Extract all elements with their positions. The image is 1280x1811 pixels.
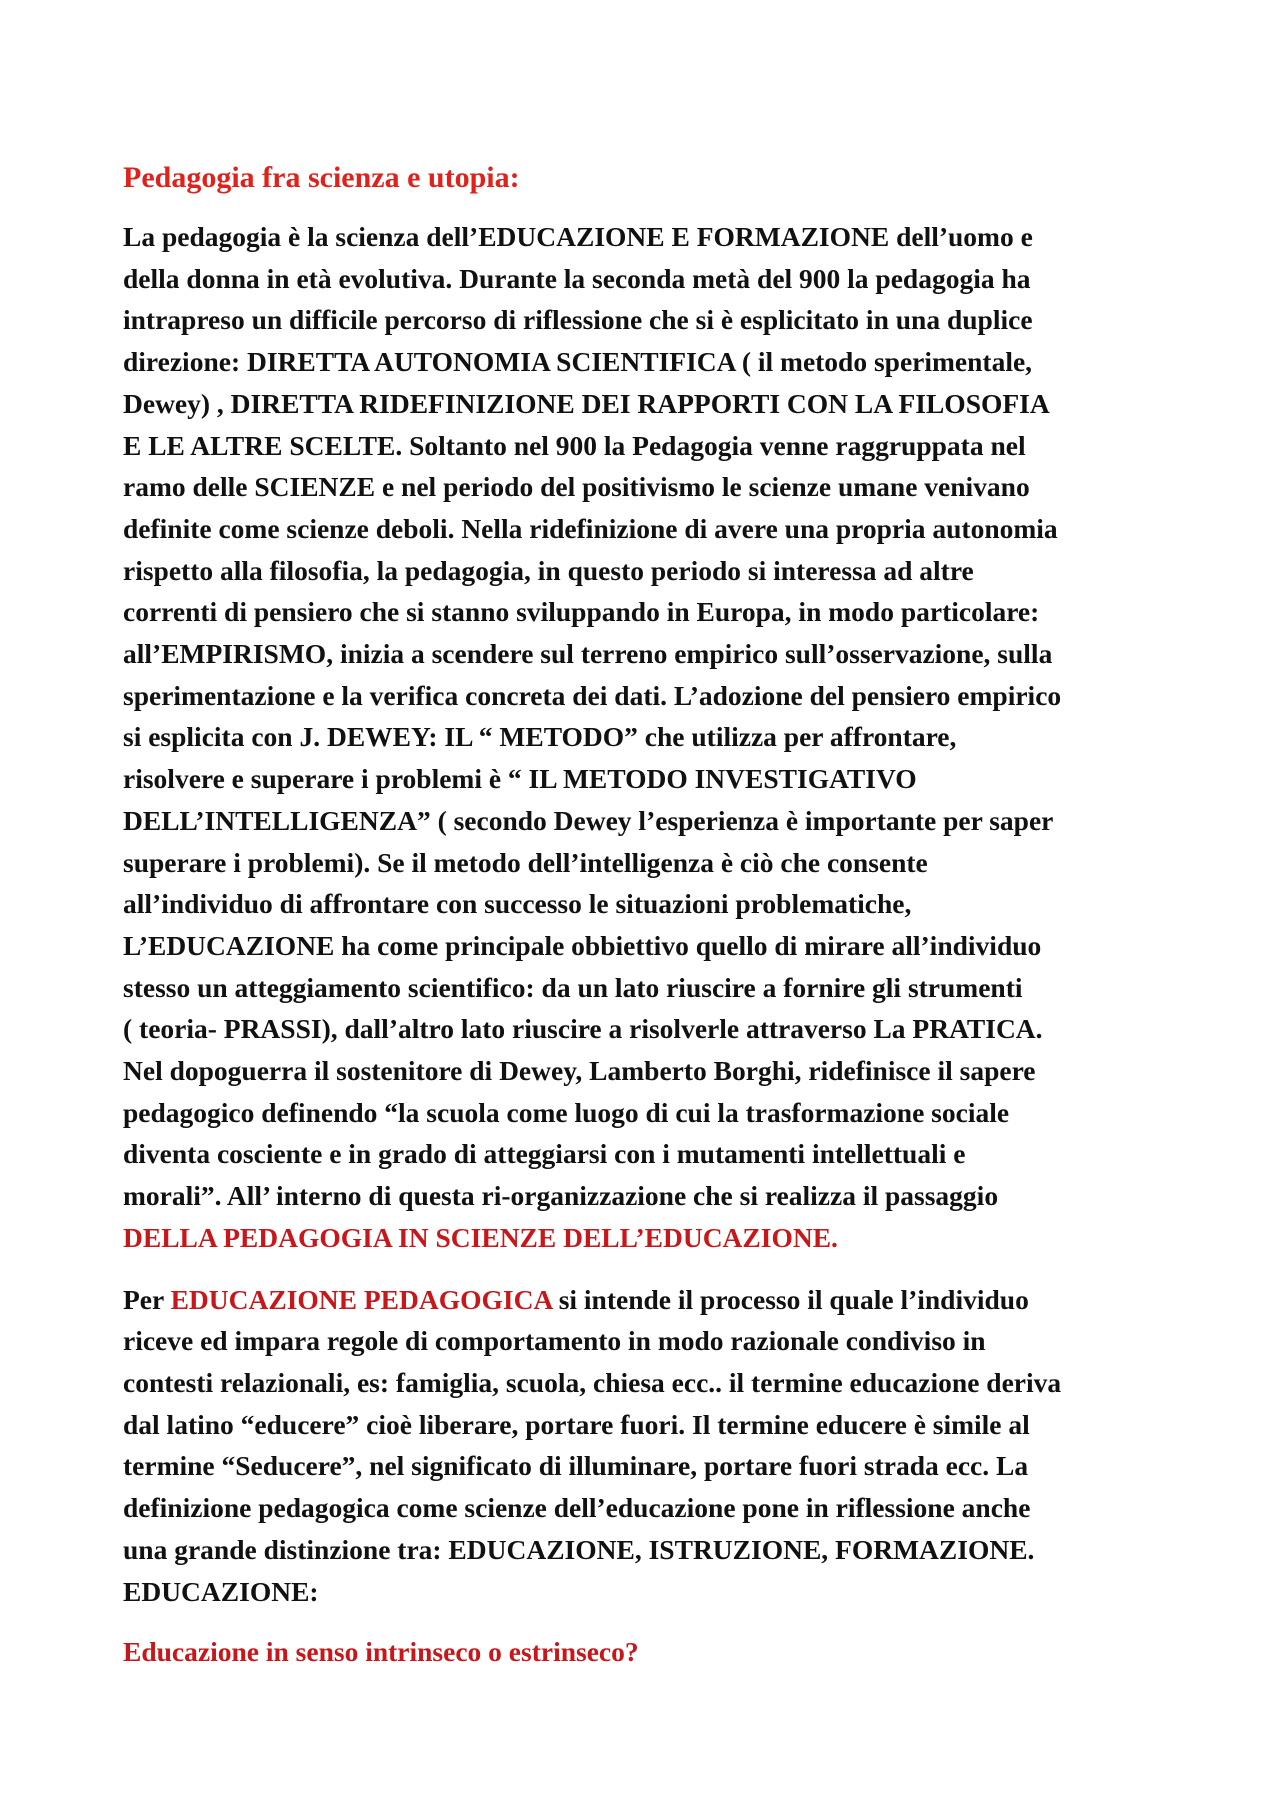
paragraph-first-line <box>123 1279 1163 1321</box>
paragraph-line: definite come scienze deboli. Nella ridefinizione di avere una propria autonomia <box>123 512 1058 544</box>
paragraph-line: pedagogico definendo “la scuola come luogo di cui la trasformazione sociale <box>123 1096 1010 1128</box>
paragraph-spacer <box>123 1259 1163 1279</box>
paragraph-line: dal latino “educere” cioè liberare, portare fuori. Il termine educere è simile al <box>123 1408 1030 1440</box>
paragraph-line: Dewey) , DIRETTA RIDEFINIZIONE DEI RAPPORTI CON LA FILOSOFIA <box>123 387 1050 419</box>
document-content <box>123 158 1163 1672</box>
paragraph-line: correnti di pensiero che si stanno sviluppando in Europa, in modo particolare: <box>123 596 1040 628</box>
paragraph-line: ramo delle SCIENZE e nel periodo del positivismo le scienze umane venivano <box>123 471 1030 503</box>
highlighted-term: EDUCAZIONE PEDAGOGICA <box>170 1283 552 1315</box>
paragraph-line: all’individuo di affrontare con successo le situazioni problematiche, <box>123 888 912 920</box>
line-suffix: si intende il processo il quale l’individuo <box>551 1283 1029 1315</box>
paragraph-line: si esplicita con J. DEWEY: IL “ METODO” che utilizza per affrontare, <box>123 721 957 753</box>
line-prefix: Per <box>123 1283 171 1315</box>
paragraph-line: direzione: DIRETTA AUTONOMIA SCIENTIFICA ( il metodo sperimentale, <box>123 346 1033 378</box>
paragraph-line: EDUCAZIONE: <box>123 1575 319 1607</box>
section-subtitle: Educazione in senso intrinseco o estrinseco? <box>123 1636 639 1668</box>
paragraph-line: Nel dopoguerra il sostenitore di Dewey, Lamberto Borghi, ridefinisce il sapere <box>123 1055 1036 1087</box>
paragraph-line: stesso un atteggiamento scientifico: da un lato riuscire a fornire gli strumenti <box>123 971 1023 1003</box>
paragraph-line: L’EDUCAZIONE ha come principale obbiettivo quello di mirare all’individuo <box>123 929 1042 961</box>
paragraph-line: diventa cosciente e in grado di atteggiarsi con i mutamenti intellettuali e <box>123 1138 966 1170</box>
paragraph-line: della donna in età evolutiva. Durante la seconda metà del 900 la pedagogia ha <box>123 262 1031 294</box>
paragraph-line: E LE ALTRE SCELTE. Soltanto nel 900 la Pedagogia venne raggruppata nel <box>123 429 1026 461</box>
page-title: Pedagogia fra scienza e utopia: <box>123 161 520 194</box>
paragraph-line: riceve ed impara regole di comportamento in modo razionale condiviso in <box>123 1325 986 1357</box>
paragraph-pedagogia <box>123 216 1163 1259</box>
paragraph-line: contesti relazionali, es: famiglia, scuola, chiesa ecc.. il termine educazione deriva <box>123 1366 1062 1398</box>
paragraph-line: risolvere e superare i problemi è “ IL METODO INVESTIGATIVO <box>123 763 917 795</box>
paragraph-line: ( teoria- PRASSI), dall’altro lato riuscire a risolverle attraverso La PRATICA. <box>123 1013 1043 1045</box>
highlighted-conclusion: DELLA PEDAGOGIA IN SCIENZE DELL’EDUCAZIONE. <box>123 1221 838 1253</box>
paragraph-spacer <box>123 1612 1163 1632</box>
paragraph-line: DELL’INTELLIGENZA” ( secondo Dewey l’esperienza è importante per saper <box>123 804 1054 836</box>
paragraph-line: morali”. All’ interno di questa ri-organizzazione che si realizza il passaggio <box>123 1180 999 1212</box>
paragraph-line: una grande distinzione tra: EDUCAZIONE, ISTRUZIONE, FORMAZIONE. <box>123 1533 1035 1565</box>
paragraph-line: termine “Seducere”, nel significato di illuminare, portare fuori strada ecc. La <box>123 1450 1029 1482</box>
paragraph-line: definizione pedagogica come scienze dell’educazione pone in riflessione anche <box>123 1492 1031 1524</box>
paragraph-educazione-pedagogica <box>123 1279 1163 1613</box>
paragraph-line: all’EMPIRISMO, inizia a scendere sul terreno empirico sull’osservazione, sulla <box>123 638 1053 670</box>
paragraph-line: sperimentazione e la verifica concreta dei dati. L’adozione del pensiero empirico <box>123 679 1062 711</box>
paragraph-line: superare i problemi). Se il metodo dell’intelligenza è ciò che consente <box>123 846 928 878</box>
paragraph-line: intrapreso un difficile percorso di riflessione che si è esplicitato in una duplice <box>123 304 1033 336</box>
paragraph-line: rispetto alla filosofia, la pedagogia, in questo periodo si interessa ad altre <box>123 554 974 586</box>
paragraph-line: La pedagogia è la scienza dell’EDUCAZIONE E FORMAZIONE dell’uomo e <box>123 221 1033 252</box>
